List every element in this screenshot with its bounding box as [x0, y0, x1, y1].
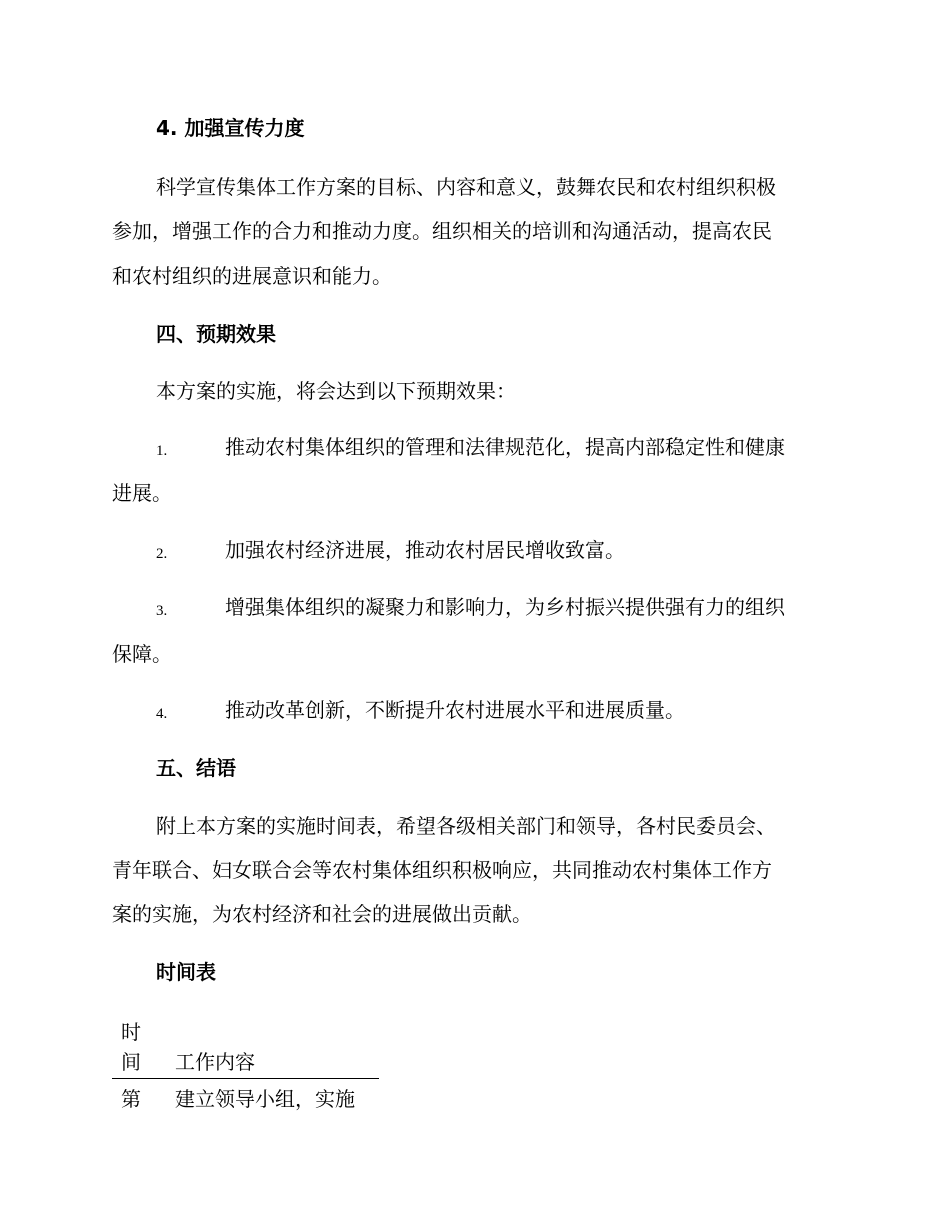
timetable-title: 时间表 [156, 960, 216, 984]
list-item-text-continued: 进展。 [112, 481, 172, 505]
list-item-number: 2. [156, 546, 168, 562]
list-item-number: 3. [156, 603, 168, 619]
table-header-rule [112, 1078, 379, 1079]
paragraph-line: 青年联合、妇女联合会等农村集体组织积极响应，共同推动农村集体工作方 [112, 858, 772, 882]
section-heading-expected-effects: 四、预期效果 [156, 322, 276, 346]
list-item-text-continued: 保障。 [112, 642, 172, 666]
paragraph-line: 案的实施，为农村经济和社会的进展做出贡献。 [112, 902, 532, 926]
paragraph-line: 参加，增强工作的合力和推动力度。组织相关的培训和沟通活动，提高农民 [112, 219, 772, 243]
table-header-time-line1: 时 [121, 1020, 141, 1044]
list-item-number: 1. [156, 443, 168, 459]
list-item-text: 推动农村集体组织的管理和法律规范化，提高内部稳定性和健康 [225, 435, 785, 459]
paragraph-line: 科学宣传集体工作方案的目标、内容和意义，鼓舞农民和农村组织积极 [156, 175, 776, 199]
paragraph-line: 和农村组织的进展意识和能力。 [112, 264, 392, 288]
table-cell-content: 建立领导小组，实施 [175, 1087, 355, 1111]
list-item-text: 加强农村经济进展，推动农村居民增收致富。 [225, 538, 625, 562]
paragraph-line: 附上本方案的实施时间表，希望各级相关部门和领导，各村民委员会、 [156, 814, 776, 838]
list-item-number: 4. [156, 706, 168, 722]
list-item-text: 推动改革创新，不断提升农村进展水平和进展质量。 [225, 698, 685, 722]
table-header-content: 工作内容 [175, 1050, 255, 1074]
table-cell-time: 第 [121, 1087, 141, 1111]
list-item-text: 增强集体组织的凝聚力和影响力，为乡村振兴提供强有力的组织 [225, 595, 785, 619]
intro-text: 本方案的实施，将会达到以下预期效果： [156, 379, 516, 403]
section-heading-publicity: 4. 加强宣传力度 [156, 116, 305, 140]
section-heading-conclusion: 五、结语 [156, 756, 236, 780]
table-header-time-line2: 间 [121, 1050, 141, 1074]
